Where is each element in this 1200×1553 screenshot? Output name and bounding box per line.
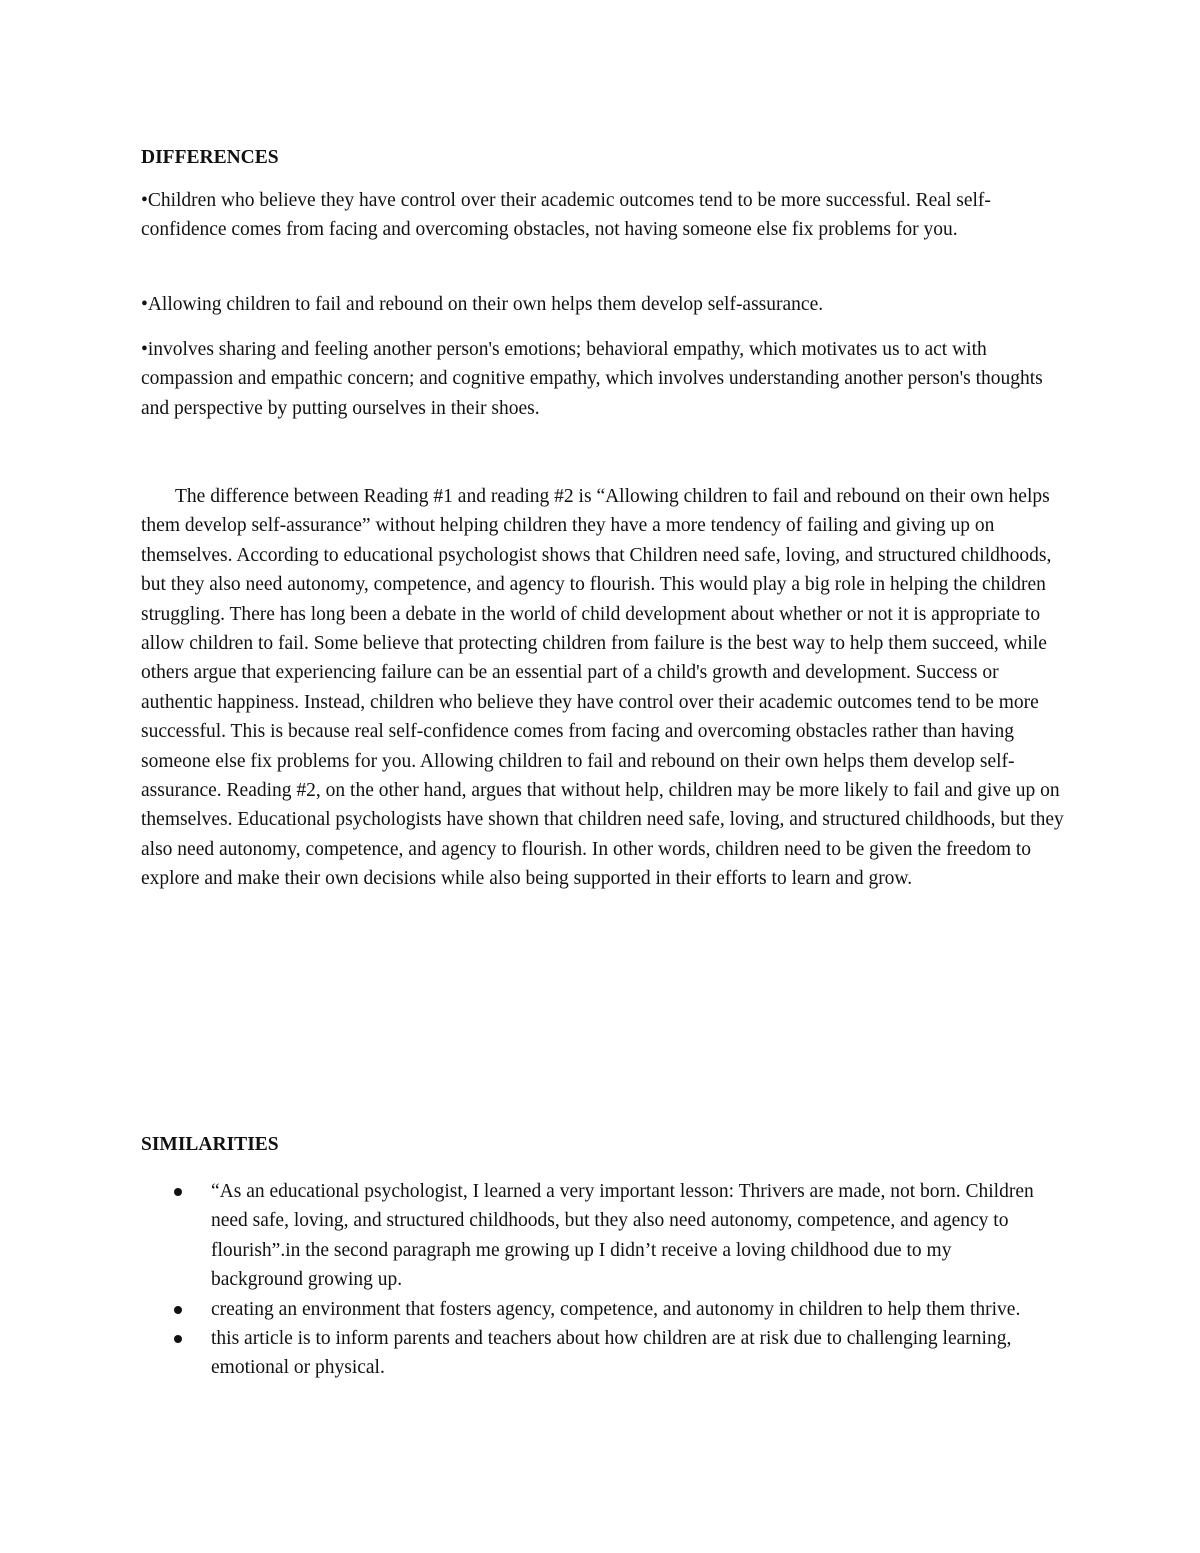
- list-item: [141, 1295, 1041, 1324]
- bullet-dot-icon: [174, 1306, 182, 1314]
- differences-bullet-1: •Children who believe they have control over their academic outcomes tend to be more successful. Real self-confidence comes from facing and overcoming obstacles, not having someone else fix problems for you.: [141, 190, 991, 241]
- list-item: [141, 1324, 1041, 1383]
- differences-heading: DIFFERENCES: [141, 147, 279, 168]
- similarity-text-1: “As an educational psychologist, I learned a very important lesson: Thrivers are made, not born. Children need safe, loving, and structured childhoods, but they also need autonomy, competence, and agency to flourish”.in the second paragraph me growing up I didn’t receive a loving childhood due to my background growing up.: [211, 1181, 1034, 1291]
- bullet-dot-icon: [174, 1188, 182, 1196]
- list-item: [141, 1177, 1041, 1295]
- similarity-text-2: creating an environment that fosters agency, competence, and autonomy in children to help them thrive.: [211, 1298, 1021, 1320]
- similarities-heading: SIMILARITIES: [141, 1134, 279, 1155]
- comparison-essay-paragraph: The difference between Reading #1 and reading #2 is “Allowing children to fail and rebound on their own helps them develop self-assurance” without helping children they have a more tendency of failing and giving up on themselves. According to educational psychologist shows that Children need safe, loving, and structured childhoods, but they also need autonomy, competence, and agency to flourish. This would play a big role in helping the children struggling. There has long been a debate in the world of child development about whether or not it is appropriate to allow children to fail. Some believe that protecting children from failure is the best way to help them succeed, while others argue that experiencing failure can be an essential part of a child's growth and development. Success or authentic happiness. Instead, children who believe they have control over their academic outcomes tend to be more successful. This is because real self-confidence comes from facing and overcoming obstacles rather than having someone else fix problems for you. Allowing children to fail and rebound on their own helps them develop self-assurance. Reading #2, on the other hand, argues that without help, children may be more likely to fail and give up on themselves. Educational psychologists have shown that children need safe, loving, and structured childhoods, but they also need autonomy, competence, and agency to flourish. In other words, children need to be given the freedom to explore and make their own decisions while also being supported in their efforts to learn and grow.: [141, 486, 1064, 890]
- bullet-dot-icon: [174, 1335, 182, 1343]
- differences-bullet-2: •Allowing children to fail and rebound on their own helps them develop self-assurance.: [141, 294, 824, 315]
- similarities-list: [141, 1177, 1041, 1383]
- differences-bullet-3: •involves sharing and feeling another person's emotions; behavioral empathy, which motivates us to act with compassion and empathic concern; and cognitive empathy, which involves understanding another person's thoughts and perspective by putting ourselves in their shoes.: [141, 339, 1043, 419]
- similarity-text-3: this article is to inform parents and teachers about how children are at risk due to challenging learning, emotional or physical.: [211, 1328, 1012, 1379]
